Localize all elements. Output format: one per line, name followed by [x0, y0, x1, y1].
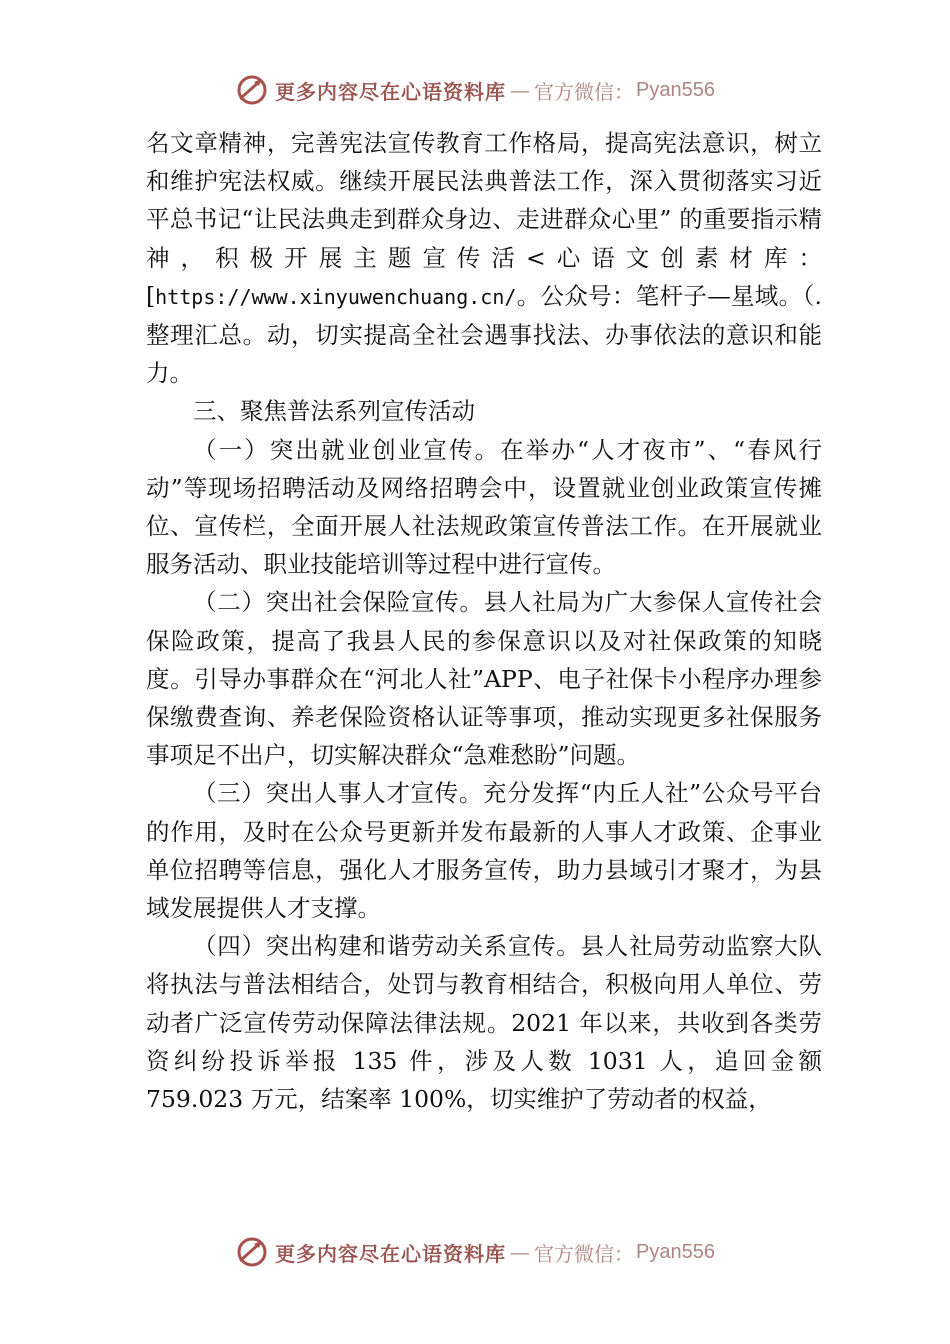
banner-site-name: 更多内容尽在心语资料库 [275, 79, 507, 104]
banner-wechat-id: Pyan556 [636, 78, 715, 101]
banner-wechat-id: Pyan556 [636, 1240, 715, 1263]
subsection-employment: （一）突出就业创业宣传。在举办“人才夜市”、“春风行动”等现场招聘活动及网络招聘会中，设置就业创业政策宣传摊位、宣传栏，全面开展人社法规政策宣传普法工作。在开展就业服务活动、职业技能培训等过程中进行宣传。 [146, 435, 822, 579]
brand-logo-icon [235, 1235, 269, 1269]
header-banner [0, 70, 950, 110]
subsection-social-insurance: （二）突出社会保险宣传。县人社局为广大参保人宣传社会保险政策，提高了我县人民的参保意识以及对社保政策的知晓度。引导办事群众在“河北人社”APP、电子社保卡小程序办理参保缴费查询、养老保险资格认证等事项，推动实现更多社保服务事项足不出户，切实解决群众“急难愁盼”问题。 [146, 588, 822, 770]
banner-dash: — [510, 78, 531, 102]
source-url: https://www.xinyuwenchuang.cn/ [155, 284, 517, 309]
subsection-labor-relations: （四）突出构建和谐劳动关系宣传。县人社局劳动监察大队将执法与普法相结合，处罚与教育相结合，积极向用人单位、劳动者广泛宣传劳动保障法律法规。2021 年以来，共收到各类劳资纠纷投诉举报 135 件，涉及人数 1031 人，追回金额 759.023 万元，结案率 100%，切实维护了劳动者的权益， [146, 932, 822, 1114]
paragraph-text: 名文章精神，完善宪法宣传教育工作格局，提高宪法意识，树立和维护宪法权威。继续开展民法典普法工作，深入贯彻落实习近平总书记“让民法典走到群众身边、走进群众心里” 的重要指示精神，积极开展主题宣传活<心语文创素材库：[ [146, 129, 822, 310]
banner-dash: — [510, 1240, 531, 1264]
paragraph-constitution [146, 124, 822, 392]
banner-official-label: 官方微信： [534, 79, 635, 104]
brand-logo-icon [235, 73, 269, 107]
section-heading: 三、聚焦普法系列宣传活动 [193, 397, 475, 426]
subsection-personnel: （三）突出人事人才宣传。充分发挥“内丘人社”公众号平台的作用，及时在公众号更新并发布最新的人事人才政策、企事业单位招聘等信息，强化人才服务宣传，助力县域引才聚才，为县域发展提供人才支撑。 [146, 779, 822, 923]
paragraph-text-tail: 。公众号：笔杆子—星域。（.整理汇总。动，切实提高全社会遇事找法、办事依法的意识和能力。 [146, 281, 822, 388]
banner-official-label: 官方微信： [534, 1241, 635, 1266]
footer-banner [0, 1232, 950, 1272]
banner-site-name: 更多内容尽在心语资料库 [275, 1241, 507, 1266]
document-body [146, 124, 822, 1118]
